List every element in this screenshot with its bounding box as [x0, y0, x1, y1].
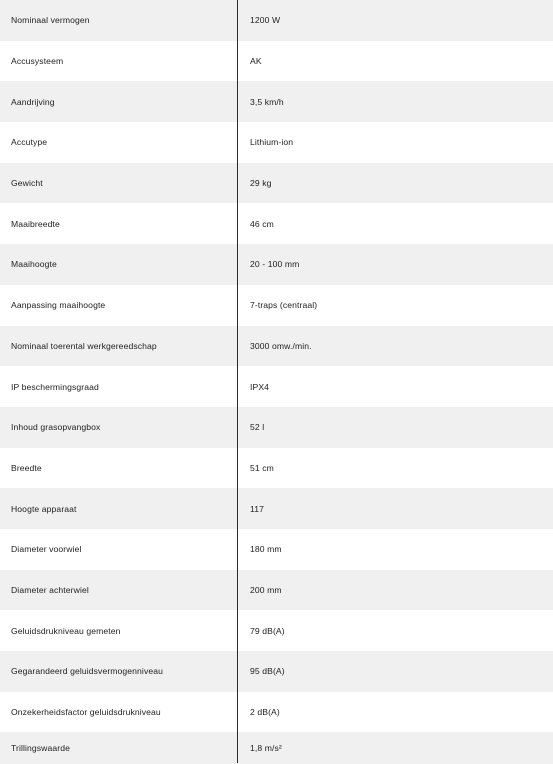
spec-row [0, 366, 553, 407]
spec-row [0, 651, 553, 692]
spec-row [0, 692, 553, 733]
spec-row [0, 529, 553, 570]
spec-value: 29 kg [250, 178, 272, 189]
spec-value: 20 - 100 mm [250, 259, 300, 270]
spec-label: Maaihoogte [11, 259, 57, 270]
spec-value: 1,8 m/s² [250, 743, 282, 754]
spec-value: 95 dB(A) [250, 666, 285, 677]
spec-value: 79 dB(A) [250, 625, 285, 636]
spec-row [0, 732, 553, 764]
spec-row [0, 488, 553, 529]
spec-row [0, 570, 553, 611]
spec-label: Accutype [11, 137, 48, 148]
spec-value: 3,5 km/h [250, 96, 284, 107]
spec-label: Accusysteem [11, 56, 64, 67]
spec-value: 117 [250, 503, 264, 514]
spec-label: Nominaal toerental werkgereedschap [11, 340, 157, 351]
spec-row [0, 203, 553, 244]
spec-row [0, 448, 553, 489]
spec-row [0, 122, 553, 163]
spec-row [0, 244, 553, 285]
spec-label: Gegarandeerd geluidsvermogenniveau [11, 666, 163, 677]
spec-value: 2 dB(A) [250, 707, 280, 718]
spec-row [0, 326, 553, 367]
spec-label: Onzekerheidsfactor geluidsdrukniveau [11, 707, 161, 718]
spec-row [0, 285, 553, 326]
spec-label: Geluidsdrukniveau gemeten [11, 625, 121, 636]
spec-label: Aandrijving [11, 96, 55, 107]
spec-value: AK [250, 56, 262, 67]
spec-row [0, 0, 553, 41]
spec-label: Trillingswaarde [11, 743, 70, 754]
spec-value: 52 l [250, 422, 265, 433]
spec-value: 1200 W [250, 15, 281, 26]
spec-label: Hoogte apparaat [11, 503, 77, 514]
spec-row [0, 407, 553, 448]
spec-row [0, 163, 553, 204]
spec-label: Breedte [11, 462, 42, 473]
column-divider [237, 0, 238, 763]
spec-label: Diameter achterwiel [11, 584, 89, 595]
spec-value: 3000 omw./min. [250, 340, 312, 351]
spec-value: 51 cm [250, 462, 274, 473]
spec-label: Aanpassing maaihoogte [11, 300, 106, 311]
spec-label: Inhoud grasopvangbox [11, 422, 101, 433]
spec-label: Diameter voorwiel [11, 544, 82, 555]
spec-row [0, 41, 553, 82]
spec-label: IP beschermingsgraad [11, 381, 99, 392]
spec-value: IPX4 [250, 381, 270, 392]
spec-value: 200 mm [250, 584, 282, 595]
spec-value: Lithium-ion [250, 137, 294, 148]
spec-label: Nominaal vermogen [11, 15, 90, 26]
spec-value: 46 cm [250, 218, 274, 229]
spec-value: 180 mm [250, 544, 282, 555]
spec-value: 7-traps (centraal) [250, 300, 318, 311]
spec-row [0, 610, 553, 651]
spec-label: Maaibreedte [11, 218, 60, 229]
spec-row [0, 81, 553, 122]
spec-label: Gewicht [11, 178, 43, 189]
